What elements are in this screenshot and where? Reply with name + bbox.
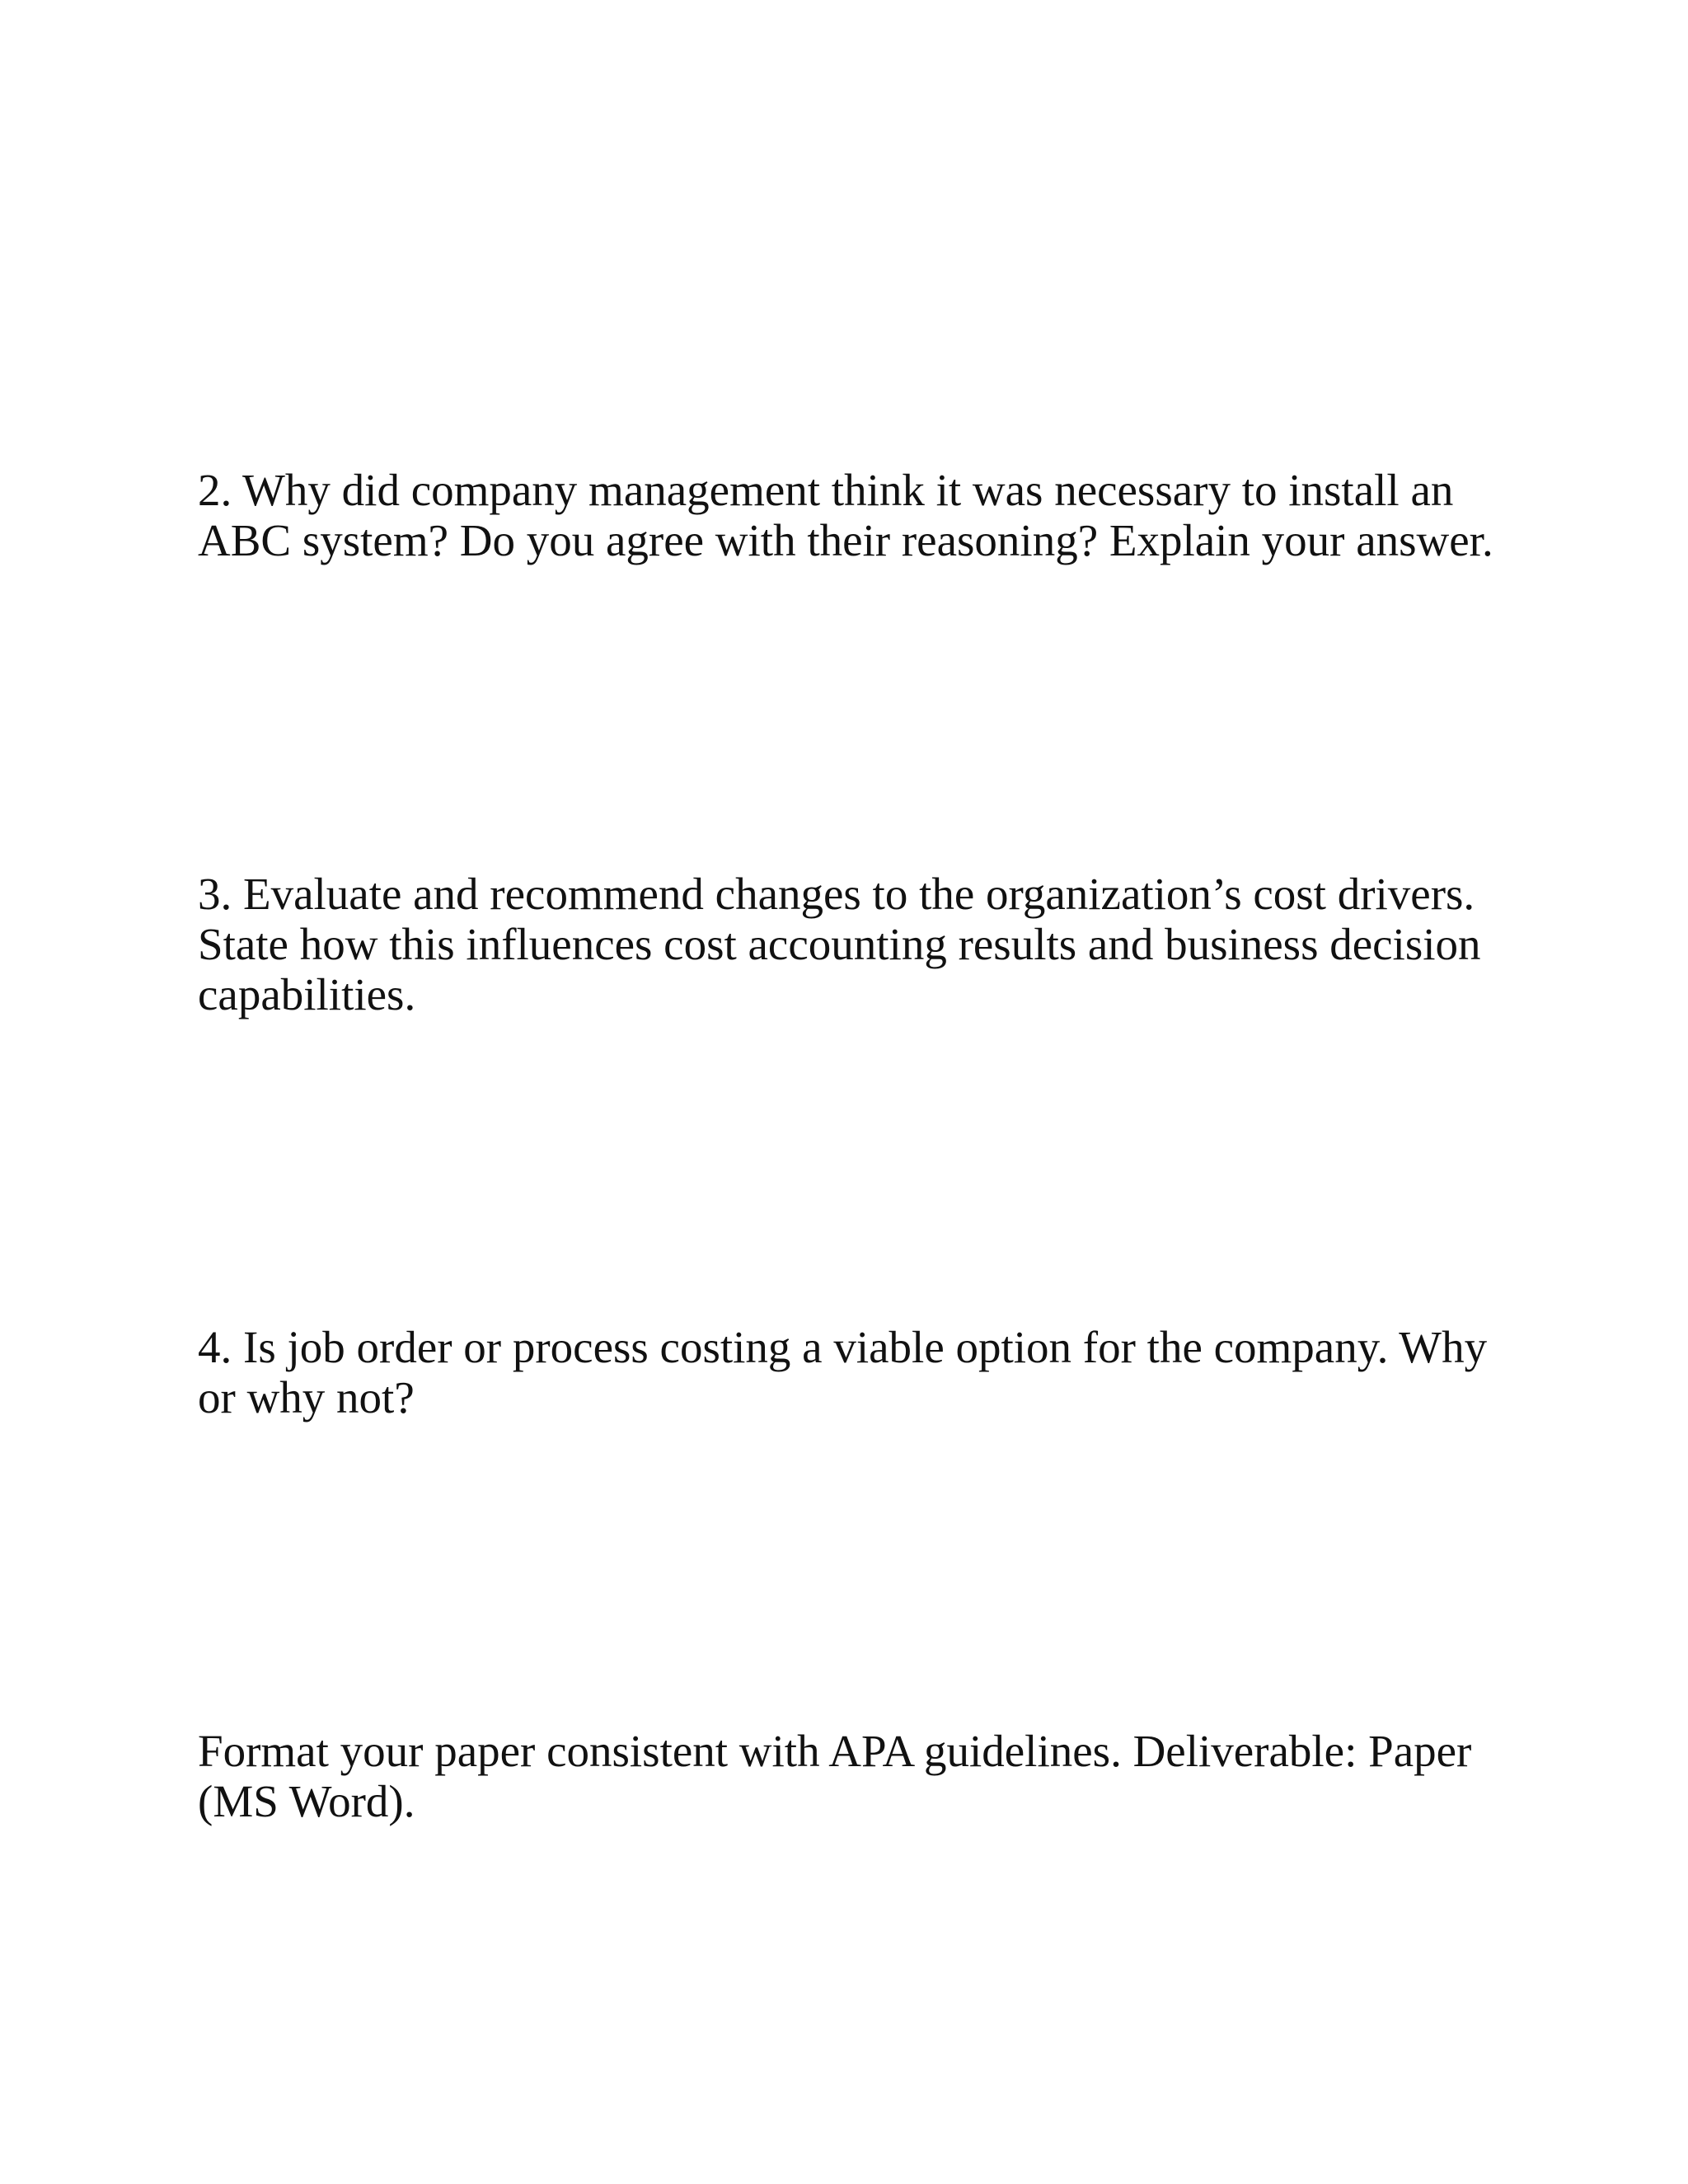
- question-2-line-2: ABC system? Do you agree with their reasoning? Explain your answer.: [198, 515, 1493, 565]
- format-instruction-paragraph: [198, 1726, 1484, 1826]
- format-instruction-line-2: (MS Word).: [198, 1776, 415, 1826]
- format-instruction-line-1: Format your paper consistent with APA guidelines. Deliverable: Paper: [198, 1726, 1472, 1776]
- question-4-paragraph: [198, 1322, 1488, 1422]
- question-3-line-2: State how this influences cost accounting results and business decision: [198, 919, 1481, 969]
- question-3-line-1: 3. Evaluate and recommend changes to the organization’s cost drivers.: [198, 869, 1475, 919]
- question-2-paragraph: [198, 465, 1493, 565]
- question-4-line-2: or why not?: [198, 1372, 415, 1422]
- question-4-line-1: 4. Is job order or process costing a viable option for the company. Why: [198, 1322, 1488, 1372]
- question-2-line-1: 2. Why did company management think it was necessary to install an: [198, 465, 1454, 515]
- question-3-paragraph: [198, 869, 1484, 1019]
- question-3-line-3: capabilities.: [198, 969, 416, 1019]
